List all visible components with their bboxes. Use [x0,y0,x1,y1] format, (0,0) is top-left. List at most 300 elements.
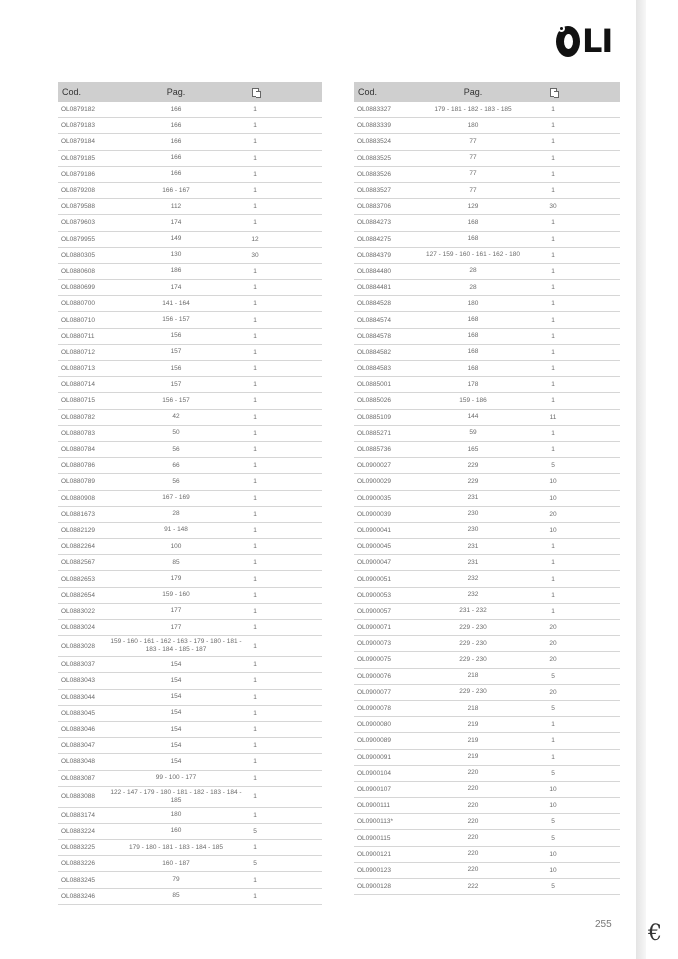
table-row [354,151,620,167]
cell-pag: 127 - 159 - 160 - 161 - 162 - 180 [426,251,520,259]
cell-cod: OL0882264 [61,543,95,551]
cell-cod: OL0879184 [61,138,95,146]
cell-qty: 1 [551,154,555,162]
cell-pag: 168 [467,316,479,324]
cell-cod: OL0880789 [61,478,95,486]
table-row [354,345,620,361]
cell-qty: 1 [551,251,555,259]
cell-pag: 166 [170,154,182,162]
cell-pag: 66 [172,461,180,469]
cell-pag: 166 [170,121,182,129]
cell-pag: 157 [170,380,182,388]
cell-pag: 154 [170,676,182,684]
logo-o-mark [556,26,580,57]
cell-qty: 20 [549,656,557,664]
cell-pag: 218 [467,672,479,680]
euro-icon: € [648,921,662,946]
cell-cod: OL0900075 [357,656,391,664]
cell-qty: 1 [253,892,257,900]
cell-cod: OL0883088 [61,793,95,801]
cell-pag: 59 [469,429,477,437]
cell-cod: OL0885001 [357,381,391,389]
cell-cod: OL0900077 [357,688,391,696]
table-row [58,872,322,888]
cell-cod: OL0880783 [61,429,95,437]
cell-qty: 1 [253,510,257,518]
cell-cod: OL0885109 [357,413,391,421]
cell-qty: 10 [549,494,557,502]
cell-pag: 220 [467,817,479,825]
cell-cod: OL0900091 [357,753,391,761]
cell-pag: 231 - 232 [459,607,487,615]
cell-qty: 1 [253,526,257,534]
cell-qty: 1 [253,661,257,669]
cell-pag: 154 [170,741,182,749]
cell-qty: 10 [549,785,557,793]
cell-qty: 1 [551,397,555,405]
table-row [354,798,620,814]
cell-qty: 1 [253,742,257,750]
cell-cod: OL0879955 [61,235,95,243]
cell-qty: 1 [253,170,257,178]
cell-qty: 1 [551,138,555,146]
cell-pag: 230 [467,526,479,534]
cell-cod: OL0900115 [357,834,391,842]
cell-qty: 1 [551,543,555,551]
table-row [58,151,322,167]
cell-cod: OL0884582 [357,348,391,356]
header-cod: Cod. [62,87,82,97]
table-row [58,167,322,183]
cell-pag: 159 - 186 [459,396,487,404]
cell-cod: OL0883246 [61,892,95,900]
cell-qty: 1 [551,737,555,745]
cell-cod: OL0900027 [357,462,391,470]
table-row [354,701,620,717]
table-row [354,232,620,248]
cell-cod: OL0900057 [357,607,391,615]
cell-pag: 232 [467,575,479,583]
cell-cod: OL0883028 [61,642,95,650]
table-row [354,248,620,264]
table-row [354,199,620,215]
cell-cod: OL0880712 [61,348,95,356]
cell-qty: 5 [551,818,555,826]
cell-pag: 230 [467,510,479,518]
table-row [58,442,322,458]
cell-qty: 5 [253,860,257,868]
table-row [354,750,620,766]
cell-pag: 220 [467,866,479,874]
cell-pag: 166 [170,105,182,113]
cell-pag: 220 [467,801,479,809]
cell-pag: 77 [469,154,477,162]
cell-qty: 1 [253,494,257,502]
cell-pag: 50 [172,429,180,437]
cell-qty: 10 [549,866,557,874]
cell-cod: OL0883048 [61,758,95,766]
cell-cod: OL0883022 [61,607,95,615]
cell-cod: OL0879208 [61,187,95,195]
table-row [58,296,322,312]
cell-cod: OL0881673 [61,510,95,518]
cell-cod: OL0882653 [61,575,95,583]
index-table-right [354,82,620,895]
table-row [58,588,322,604]
cell-pag: 154 [170,725,182,733]
cell-qty: 1 [551,381,555,389]
cell-cod: OL0880305 [61,251,95,259]
cell-qty: 5 [551,883,555,891]
table-row [58,393,322,409]
table-row [354,669,620,685]
table-row [354,167,620,183]
table-row [354,863,620,879]
table-row [354,847,620,863]
table-row [354,491,620,507]
cell-pag: 229 - 230 [459,623,487,631]
cell-pag: 220 [467,834,479,842]
index-table-left [58,82,322,905]
cell-qty: 1 [253,709,257,717]
cell-qty: 1 [551,559,555,567]
table-row [58,102,322,118]
cell-cod: OL0882654 [61,591,95,599]
table-row [58,248,322,264]
cell-qty: 10 [549,478,557,486]
cell-qty: 1 [551,122,555,130]
cell-cod: OL0900104 [357,769,391,777]
cell-qty: 5 [551,672,555,680]
table-row [58,183,322,199]
table-row [354,296,620,312]
page-number: 255 [595,919,612,930]
table-row [354,329,620,345]
cell-pag: 77 [469,137,477,145]
cell-cod: OL0880699 [61,284,95,292]
cell-pag: 56 [172,477,180,485]
box-icon [252,88,259,97]
cell-cod: OL0883046 [61,726,95,734]
table-row [58,889,322,905]
table-row [354,523,620,539]
cell-pag: 166 [170,137,182,145]
cell-cod: OL0884379 [357,251,391,259]
cell-cod: OL0880711 [61,332,95,340]
cell-qty: 1 [253,446,257,454]
logo-text: LI [582,22,613,60]
cell-qty: 1 [551,267,555,275]
cell-pag: 159 - 160 [162,591,190,599]
cell-qty: 1 [551,348,555,356]
cell-qty: 1 [253,284,257,292]
cell-qty: 1 [253,138,257,146]
cell-pag: 85 [172,558,180,566]
cell-pag: 180 [467,299,479,307]
cell-pag: 129 [467,202,479,210]
cell-pag: 122 - 147 - 179 - 180 - 181 - 182 - 183 - 184 - 185 [110,788,242,804]
cell-pag: 79 [172,876,180,884]
cell-qty: 5 [551,834,555,842]
cell-cod: OL0883524 [357,138,391,146]
cell-qty: 1 [551,429,555,437]
table-row [58,523,322,539]
table-row [58,410,322,426]
table-row [354,442,620,458]
cell-qty: 1 [253,348,257,356]
cell-cod: OL0900078 [357,705,391,713]
cell-qty: 1 [551,106,555,114]
cell-qty: 20 [549,624,557,632]
table-row [58,134,322,150]
table-body [354,102,620,895]
cell-qty: 1 [253,413,257,421]
table-row [354,458,620,474]
cell-pag: 141 - 164 [162,299,190,307]
cell-qty: 20 [549,688,557,696]
cell-pag: 77 [469,170,477,178]
cell-cod: OL0882567 [61,559,95,567]
cell-qty: 1 [253,154,257,162]
table-row [354,507,620,523]
cell-pag: 177 [170,623,182,631]
table-row [354,474,620,490]
cell-cod: OL0900029 [357,478,391,486]
cell-qty: 1 [253,543,257,551]
cell-cod: OL0900035 [357,494,391,502]
cell-pag: 174 [170,283,182,291]
cell-pag: 168 [467,218,479,226]
cell-qty: 1 [551,591,555,599]
cell-qty: 1 [253,429,257,437]
cell-qty: 5 [551,705,555,713]
table-row [354,717,620,733]
cell-cod: OL0880714 [61,381,95,389]
cell-cod: OL0900123 [357,866,391,874]
cell-qty: 1 [253,219,257,227]
cell-cod: OL0883526 [357,170,391,178]
cell-pag: 167 - 169 [162,494,190,502]
cell-cod: OL0880715 [61,397,95,405]
table-row [354,410,620,426]
cell-pag: 160 [170,827,182,835]
cell-qty: 1 [253,624,257,632]
table-row [58,722,322,738]
cell-cod: OL0884481 [357,284,391,292]
cell-pag: 231 [467,494,479,502]
cell-qty: 10 [549,850,557,858]
cell-pag: 28 [469,267,477,275]
cell-cod: OL0883339 [357,122,391,130]
cell-qty: 5 [551,462,555,470]
header-pag: Pag. [463,87,483,97]
table-row [354,782,620,798]
cell-pag: 99 - 100 - 177 [155,774,197,782]
cell-cod: OL0884583 [357,365,391,373]
table-row [354,620,620,636]
table-row [354,312,620,328]
table-row [354,215,620,231]
table-row [58,491,322,507]
table-row [58,199,322,215]
table-row [354,571,620,587]
cell-qty: 1 [551,284,555,292]
cell-pag: 149 [170,235,182,243]
table-row [354,377,620,393]
table-row [354,830,620,846]
cell-cod: OL0884275 [357,235,391,243]
cell-pag: 174 [170,218,182,226]
cell-qty: 1 [253,300,257,308]
table-row [354,685,620,701]
cell-pag: 144 [467,413,479,421]
cell-pag: 219 [467,720,479,728]
cell-qty: 1 [253,203,257,211]
cell-qty: 1 [253,844,257,852]
table-row [58,345,322,361]
cell-pag: 156 [170,364,182,372]
table-row [58,539,322,555]
cell-pag: 154 [170,757,182,765]
cell-qty: 1 [253,381,257,389]
cell-qty: 1 [253,758,257,766]
cell-pag: 219 [467,736,479,744]
cell-pag: 229 - 230 [459,639,487,647]
cell-pag: 231 [467,558,479,566]
table-row [58,280,322,296]
cell-pag: 91 - 148 [164,526,188,534]
cell-qty: 1 [253,332,257,340]
cell-pag: 77 [469,186,477,194]
table-header [354,82,620,102]
cell-cod: OL0883226 [61,860,95,868]
cell-cod: OL0879183 [61,122,95,130]
cell-pag: 154 [170,693,182,701]
cell-qty: 1 [551,721,555,729]
cell-qty: 10 [549,526,557,534]
cell-cod: OL0880784 [61,446,95,454]
cell-qty: 1 [551,300,555,308]
cell-qty: 10 [549,802,557,810]
cell-cod: OL0884574 [357,316,391,324]
table-row [354,118,620,134]
cell-qty: 1 [253,726,257,734]
cell-cod: OL0879588 [61,203,95,211]
table-row [58,215,322,231]
cell-pag: 154 [170,660,182,668]
cell-cod: OL0879185 [61,154,95,162]
table-row [58,787,322,808]
cell-cod: OL0900089 [357,737,391,745]
cell-cod: OL0900121 [357,850,391,858]
cell-cod: OL0883045 [61,709,95,717]
cell-cod: OL0900071 [357,624,391,632]
cell-qty: 1 [253,793,257,801]
cell-cod: OL0900045 [357,543,391,551]
cell-pag: 85 [172,892,180,900]
header-qty [540,88,566,97]
cell-pag: 28 [172,510,180,518]
cell-qty: 1 [253,462,257,470]
table-row [58,555,322,571]
table-row [354,766,620,782]
cell-qty: 1 [551,575,555,583]
table-row [58,840,322,856]
cell-cod: OL0880710 [61,316,95,324]
table-row [58,264,322,280]
cell-cod: OL0900051 [357,575,391,583]
table-row [58,604,322,620]
cell-cod: OL0900076 [357,672,391,680]
table-row [58,738,322,754]
cell-pag: 220 [467,850,479,858]
cell-pag: 179 - 181 - 182 - 183 - 185 [434,105,512,113]
table-row [354,264,620,280]
table-row [58,706,322,722]
cell-pag: 165 [467,445,479,453]
side-strip-edge [636,0,646,959]
cell-cod: OL0900107 [357,785,391,793]
cell-pag: 220 [467,785,479,793]
cell-qty: 20 [549,640,557,648]
cell-pag: 180 [170,811,182,819]
cell-cod: OL0880786 [61,462,95,470]
cell-cod: OL0900113* [357,818,394,826]
table-row [58,571,322,587]
cell-cod: OL0885736 [357,446,391,454]
cell-pag: 130 [170,251,182,259]
cell-qty: 1 [253,677,257,685]
cell-pag: 219 [467,753,479,761]
table-row [354,280,620,296]
cell-qty: 1 [253,267,257,275]
cell-qty: 1 [253,397,257,405]
cell-qty: 1 [551,446,555,454]
cell-pag: 220 [467,769,479,777]
header-qty [242,88,268,97]
cell-qty: 20 [549,510,557,518]
cell-qty: 1 [253,575,257,583]
table-body [58,102,322,905]
cell-qty: 1 [253,774,257,782]
cell-cod: OL0883224 [61,827,95,835]
cell-qty: 1 [253,106,257,114]
cell-pag: 154 [170,709,182,717]
cell-pag: 168 [467,348,479,356]
table-row [354,814,620,830]
cell-pag: 56 [172,445,180,453]
table-row [354,361,620,377]
cell-pag: 28 [469,283,477,291]
table-row [354,652,620,668]
cell-qty: 1 [253,693,257,701]
cell-cod: OL0900041 [357,526,391,534]
header-pag: Pag. [166,87,186,97]
cell-qty: 1 [253,591,257,599]
table-row [58,824,322,840]
cell-pag: 112 [170,202,182,210]
table-row [58,673,322,689]
table-row [58,771,322,787]
cell-pag: 166 [170,170,182,178]
cell-cod: OL0880608 [61,267,95,275]
cell-qty: 1 [253,316,257,324]
cell-pag: 100 [170,542,182,550]
cell-pag: 231 [467,542,479,550]
cell-cod: OL0900128 [357,883,391,891]
cell-qty: 1 [253,876,257,884]
table-row [58,620,322,636]
